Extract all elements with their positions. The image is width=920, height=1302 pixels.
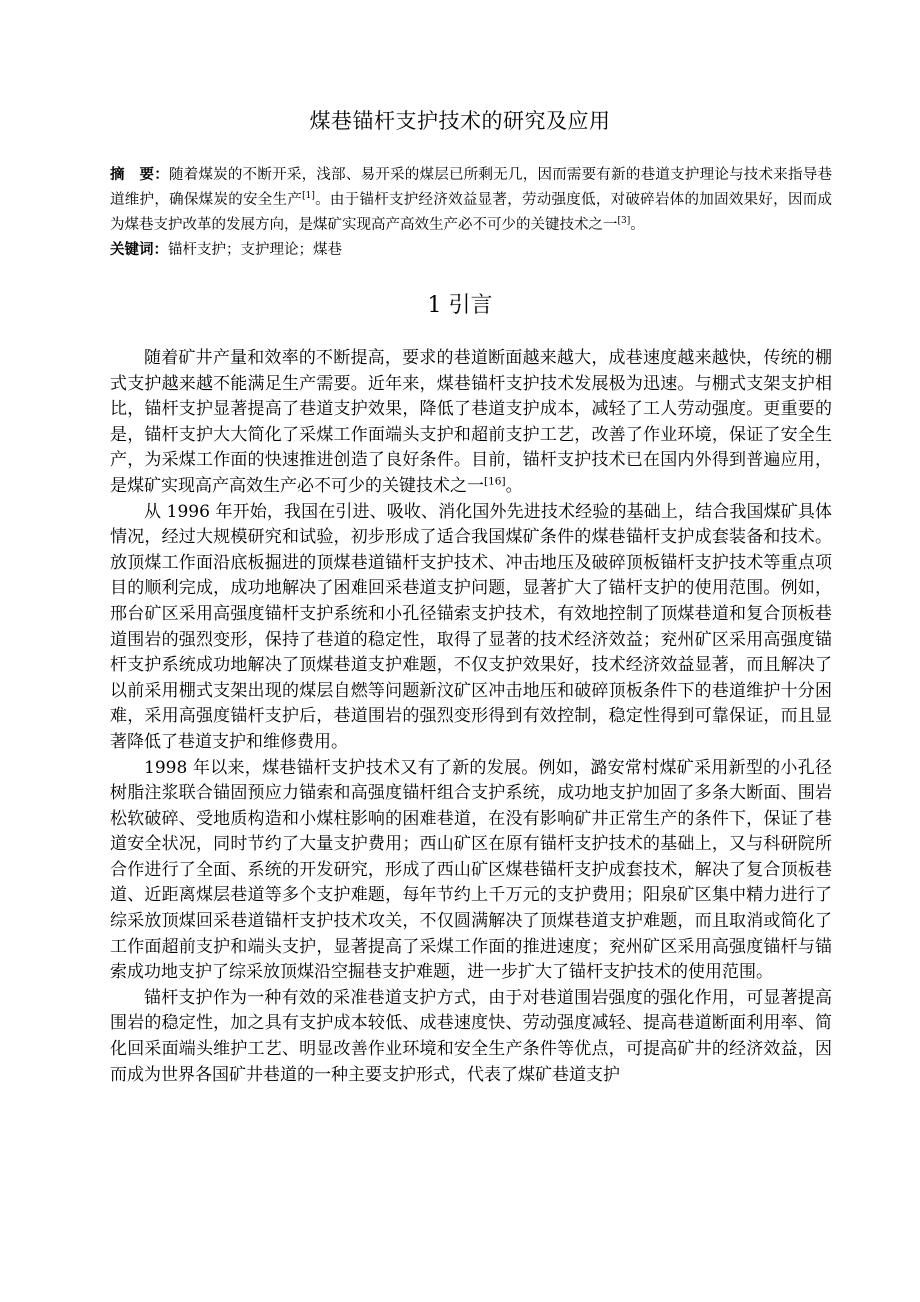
- paragraph-1-text: 随着矿井产量和效率的不断提高，要求的巷道断面越来越大，成巷速度越来越快，传统的棚式支护越来越不能满足生产需要。近年来，煤巷锚杆支护技术发展极为迅速。与棚式支架支护相比，锚杆支护显著提高了巷道支护效果，降低了巷道支护成本，减轻了工人劳动强度。更重要的是，锚杆支护大大简化了采煤工作面端头支护和超前支护工艺，改善了作业环境，保证了安全生产，为采煤工作面的快速推进创造了良好条件。目前，锚杆支护技术已在国内外得到普遍应用，是煤矿实现高产高效生产必不可少的关键技术之一: [110, 348, 832, 496]
- abstract-paragraph: [110, 163, 832, 238]
- citation-ref: [16]: [484, 475, 506, 488]
- abstract-text-3: 。: [630, 217, 645, 233]
- keywords-line: [110, 238, 832, 263]
- section-heading: 1 引言: [427, 293, 493, 318]
- abstract-label: 摘 要：: [110, 167, 169, 183]
- paper-title: 煤巷锚杆支护技术的研究及应用: [309, 109, 611, 133]
- paragraph-4: 锚杆支护作为一种有效的采准巷道支护方式，由于对巷道围岩强度的强化作用，可显著提高围岩的稳定性，加之具有支护成本较低、成巷速度快、劳动强度减轻、提高巷道断面利用率、简化回采面端头维护工艺、明显改善作业环境和安全生产条件等优点，可提高矿井的经济效益，因而成为世界各国矿井巷道的一种主要支护形式，代表了煤矿巷道支护: [110, 987, 832, 1085]
- citation-ref: [3]: [617, 216, 631, 227]
- paragraph-1: [110, 346, 832, 500]
- abstract-block: [110, 163, 832, 263]
- citation-ref: [1]: [302, 191, 315, 202]
- paragraph-2: 从 1996 年开始，我国在引进、吸收、消化国外先进技术经验的基础上，结合我国煤矿具体情况，经过大规模研究和试验，初步形成了适合我国煤矿条件的煤巷锚杆支护成套装备和技术。放顶煤工作面沿底板掘进的顶煤巷道锚杆支护技术、冲击地压及破碎顶板锚杆支护技术等重点项目的顺利完成，成功地解决了困难回采巷道支护问题，显著扩大了锚杆支护的使用范围。例如，邢台矿区采用高强度锚杆支护系统和小孔径锚索支护技术，有效地控制了顶煤巷道和复合顶板巷道围岩的强烈变形，保持了巷道的稳定性，取得了显著的技术经济效益；兖州矿区采用高强度锚杆支护系统成功地解决了顶煤巷道支护难题，不仅支护效果好，技术经济效益显著，而且解决了以前采用棚式支架出现的煤层自燃等问题新汶矿区冲击地压和破碎顶板条件下的巷道维护十分困难，采用高强度锚杆支护后，巷道围岩的强烈变形得到有效控制，稳定性得到可靠保证，而且显著降低了巷道支护和维修费用。: [110, 501, 832, 752]
- abstract-text-2: 。由于锚杆支护经济效益显著，劳动强度低，对破碎岩体的加固效果好，因而成为煤巷支护改革的发展方向，是煤矿实现高产高效生产必不可少的关键技术之一: [110, 192, 832, 233]
- abstract-text-1: 随着煤炭的不断开采，浅部、易开采的煤层已所剩无几，因而需要有新的巷道支护理论与技术来指导巷道维护，确保煤炭的安全生产: [110, 167, 833, 208]
- body-text: [110, 346, 832, 1088]
- keywords-label: 关键词：: [110, 242, 168, 258]
- paragraph-1-end: 。: [505, 475, 523, 496]
- paragraph-3: 1998 年以来，煤巷锚杆支护技术又有了新的发展。例如，潞安常村煤矿采用新型的小孔径树脂注浆联合锚固预应力锚索和高强度锚杆组合支护系统，成功地支护加固了多条大断面、围岩松软破碎、受地质构造和小煤柱影响的困难巷道，在没有影响矿井正常生产的条件下，保证了巷道安全状况，同时节约了大量支护费用；西山矿区在原有锚杆支护技术的基础上，又与科研院所合作进行了全面、系统的开发研究，形成了西山矿区煤巷锚杆支护成套技术，解决了复合顶板巷道、近距离煤层巷道等多个支护难题，每年节约上千万元的支护费用；阳泉矿区集中精力进行了综采放顶煤回采巷道锚杆支护技术攻关，不仅圆满解决了顶煤巷道支护难题，而且取消或简化了工作面超前支护和端头支护，显著提高了采煤工作面的推进速度；兖州矿区采用高强度锚杆与锚索成功地支护了综采放顶煤沿空掘巷支护难题，进一步扩大了锚杆支护技术的使用范围。: [110, 757, 832, 983]
- keywords-text: 锚杆支护；支护理论；煤巷: [168, 242, 342, 258]
